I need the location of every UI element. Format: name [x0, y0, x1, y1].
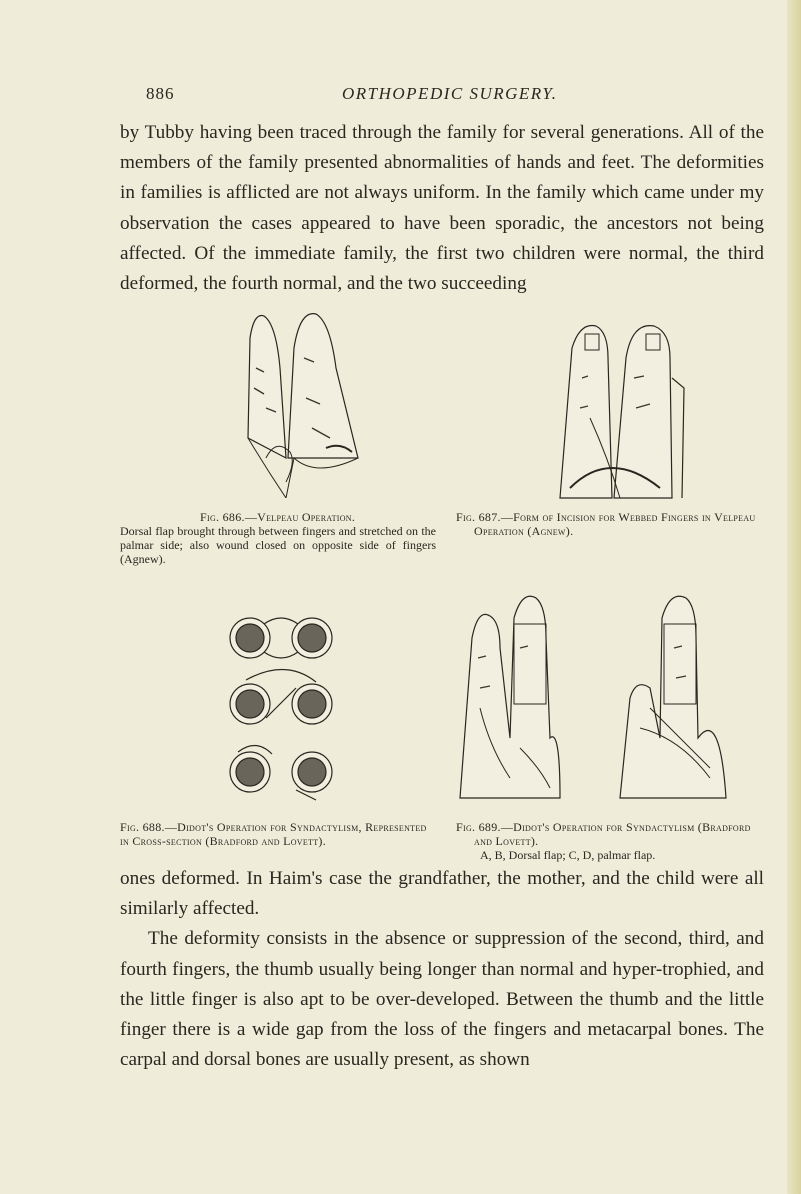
figure-688-label: Fig. 688.—Didot's Operation for Syndactylism, Represented in Cross-section (Bradford and Lovett). [120, 820, 427, 848]
figure-688-image [216, 608, 346, 808]
body-paragraphs-bottom [120, 864, 764, 1075]
figure-686-label: Fig. 686.—Velpeau Operation. [200, 510, 356, 524]
figure-687-caption-block [456, 510, 768, 538]
figure-686-caption-block [120, 510, 436, 566]
body-paragraph-1: ones deformed. In Haim's case the grandfather, the mother, and the child were all similarly affected. [120, 868, 764, 920]
running-title: ORTHOPEDIC SURGERY. [342, 84, 558, 103]
page-header [146, 84, 666, 114]
figure-686-image [226, 308, 366, 498]
body-paragraph-2: The deformity consists in the absence or suppression of the second, third, and fourth fingers, the thumb usually being longer than normal and hyper-trophied, and the little finger is also apt to be over-developed. Between the thumb and the little finger there is a wide gap from the loss of the fingers and metacarpal bones. The carpal and dorsal bones are usually present, as shown [120, 928, 764, 1071]
body-paragraph-top: by Tubby having been traced through the family for several generations. All of the members of the family presented abnormalities of hands and feet. The deformities in families is afflicted are not always uniform. In the family which came under my observation the cases appeared to have been sporadic, the ancestors not being affected. Of the immediate family, the first two children were normal, the third deformed, the fourth normal, and the two succeeding [120, 122, 764, 295]
figure-689-caption: A, B, Dorsal flap; C, D, palmar flap. [480, 848, 656, 862]
page-edge [787, 0, 801, 1194]
figure-688-caption-block [120, 820, 436, 848]
figure-689-image [450, 588, 770, 808]
figure-687-label: Fig. 687.—Form of Incision for Webbed Fingers in Velpeau Operation (Agnew). [456, 510, 756, 538]
figure-689-caption-block [456, 820, 768, 862]
figure-689-label: Fig. 689.—Didot's Operation for Syndactylism (Bradford and Lovett). [456, 820, 751, 848]
page-number: 886 [146, 84, 175, 103]
figure-686-caption: Dorsal flap brought through between fingers and stretched on the palmar side; also wound closed on opposite side of fingers (Agnew). [120, 524, 436, 566]
figure-687-image [530, 318, 710, 508]
